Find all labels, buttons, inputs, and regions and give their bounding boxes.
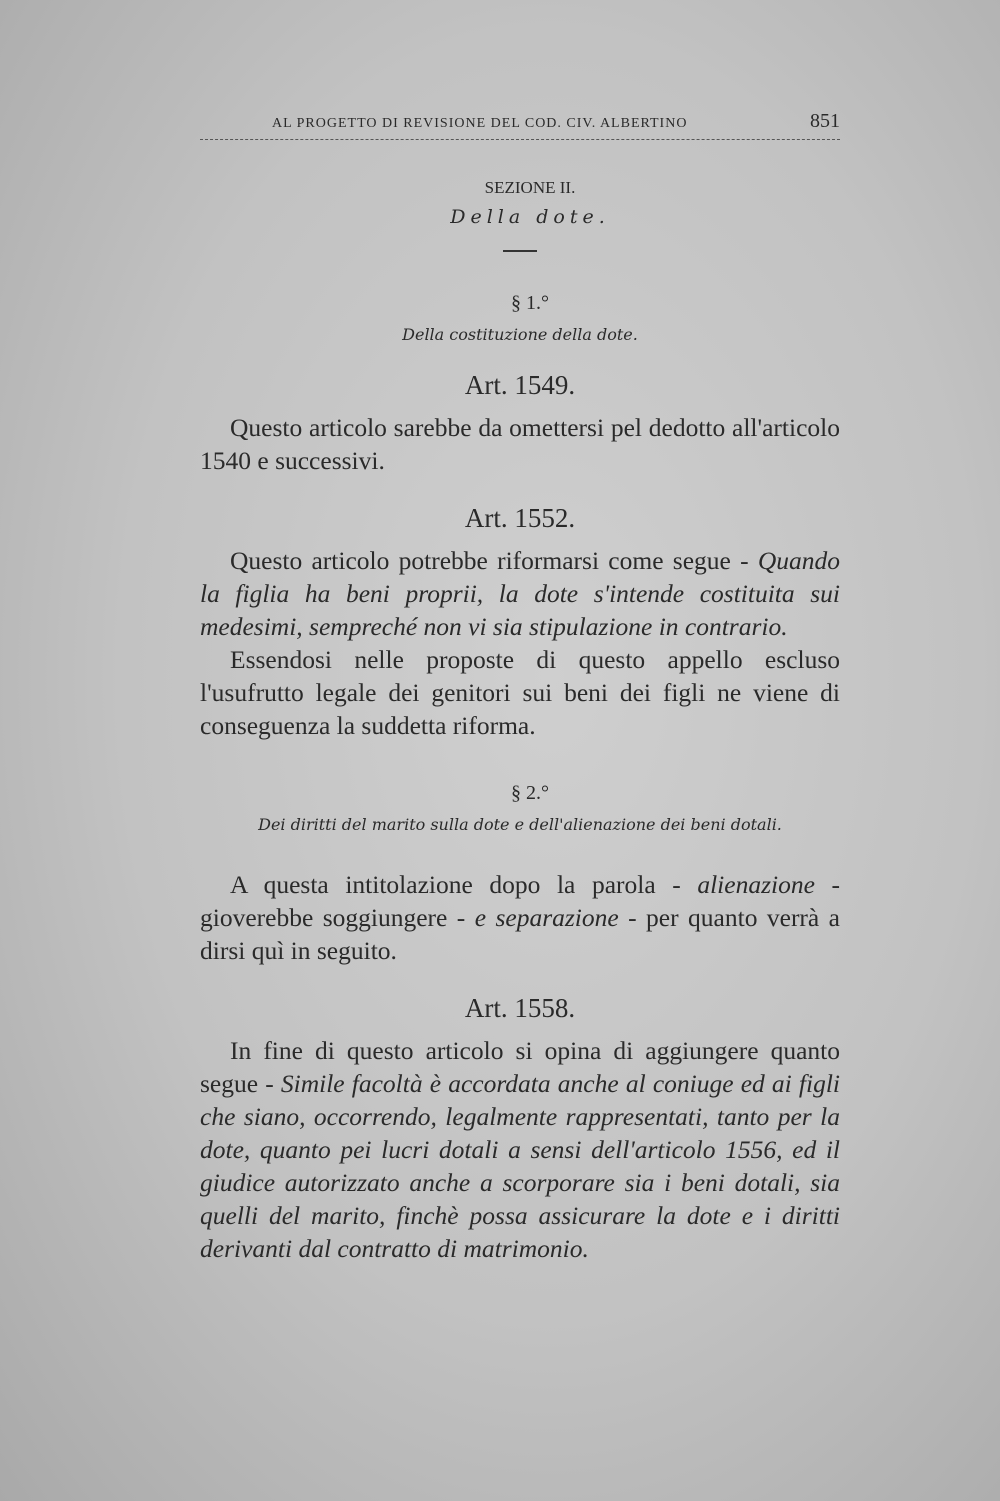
- paragraph-1-symbol: § 1.°: [511, 292, 549, 314]
- section-divider: [503, 250, 537, 252]
- article-1552-text-roman: Questo articolo potrebbe riformarsi come segue -: [230, 546, 758, 575]
- p2-text-c: - gioverebbe soggiungere -: [200, 870, 840, 932]
- section-number: SEZIONE II.: [484, 178, 576, 197]
- paragraph-2-text: [200, 868, 840, 967]
- page-number: 851: [810, 110, 840, 132]
- paragraph-1-title: Della costituzione della dote.: [402, 325, 638, 344]
- article-1552-text-italic: Quando la figlia ha beni proprii, la dote s'intende costituita sui medesimi, sempreché non vi sia stipulazione in contrario.: [200, 546, 840, 641]
- p2-text-d: e separazione: [474, 903, 619, 932]
- article-1549-heading: Art. 1549.: [464, 370, 576, 400]
- article-1552-heading: Art. 1552.: [464, 503, 576, 533]
- running-header: [200, 110, 840, 140]
- article-1558-text: [200, 1034, 840, 1265]
- article-1552-note: Essendosi nelle proposte di questo appello escluso l'usufrutto legale dei genitori sui beni dei figli ne viene di conseguenza la suddetta riforma.: [200, 645, 840, 740]
- p2-text-e: - per quanto verrà a dirsi quì in seguito.: [200, 903, 840, 965]
- section-title: Della dote.: [450, 206, 610, 228]
- p2-text-b: alienazione: [697, 870, 815, 899]
- p2-text-a: A questa intitolazione dopo la parola -: [230, 870, 698, 899]
- running-title: AL PROGETTO DI REVISIONE DEL COD. CIV. ALBERTINO: [272, 116, 688, 131]
- article-1558-heading: Art. 1558.: [464, 993, 576, 1023]
- page-content: [200, 110, 840, 1265]
- article-1558-text-roman: In fine di questo articolo si opina di aggiungere quanto segue -: [200, 1036, 840, 1098]
- article-1552-text: [200, 544, 840, 643]
- article-1558-text-italic: Simile facoltà è accordata anche al coniuge ed ai figli che siano, occorrendo, legalmente rappresentati, tanto per la dote, quanto pei lucri dotali a sensi dell'articolo 1556, ed il giudice autorizzato anche a scorporare sia i beni dotali, sia quelli del marito, finchè possa assicurare la dote e i diritti derivanti dal contratto di matrimonio.: [200, 1069, 840, 1263]
- article-1549-text: Questo articolo sarebbe da omettersi pel dedotto all'articolo 1540 e successivi.: [200, 413, 840, 475]
- paragraph-2-title: Dei diritti del marito sulla dote e dell'alienazione dei beni dotali.: [258, 815, 782, 834]
- paragraph-2-symbol: § 2.°: [511, 782, 549, 804]
